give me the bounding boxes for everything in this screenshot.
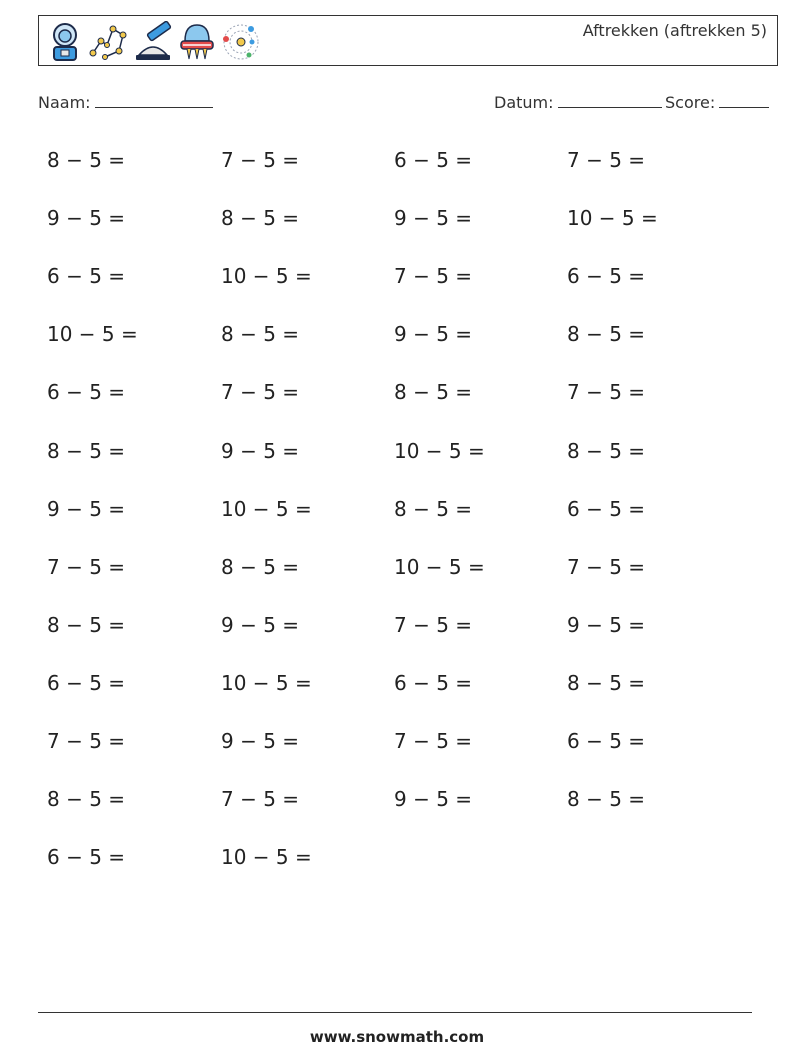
problem-item: 9 − 5 = (567, 613, 646, 637)
problem-item: 8 − 5 = (567, 439, 646, 463)
problem-item: 9 − 5 = (221, 439, 300, 463)
problem-item: 10 − 5 = (47, 322, 138, 346)
problem-item: 7 − 5 = (221, 148, 300, 172)
name-field (38, 93, 213, 112)
worksheet-header (38, 15, 778, 66)
problem-item: 9 − 5 = (221, 613, 300, 637)
date-label: Datum: (494, 93, 554, 112)
constellation-icon (89, 21, 129, 63)
problem-item: 9 − 5 = (394, 787, 473, 811)
problem-item: 9 − 5 = (394, 322, 473, 346)
worksheet-title: Aftrekken (aftrekken 5) (582, 21, 767, 40)
date-field (494, 93, 662, 112)
problem-item: 10 − 5 = (394, 555, 485, 579)
problem-item: 10 − 5 = (221, 264, 312, 288)
problem-item: 8 − 5 = (567, 322, 646, 346)
problem-item: 10 − 5 = (221, 845, 312, 869)
problem-item: 9 − 5 = (394, 206, 473, 230)
problem-item: 8 − 5 = (221, 555, 300, 579)
problem-item: 10 − 5 = (567, 206, 658, 230)
solar-system-icon (221, 21, 261, 63)
problem-item: 8 − 5 = (47, 439, 126, 463)
date-line[interactable] (558, 93, 662, 108)
footer-url: www.snowmath.com (309, 1028, 485, 1046)
ufo-icon (177, 21, 217, 63)
problem-item: 8 − 5 = (221, 206, 300, 230)
problem-item: 8 − 5 = (394, 380, 473, 404)
problem-item: 7 − 5 = (221, 787, 300, 811)
problem-item: 6 − 5 = (567, 264, 646, 288)
problem-item: 6 − 5 = (47, 845, 126, 869)
problem-item: 9 − 5 = (47, 206, 126, 230)
problem-item: 9 − 5 = (47, 497, 126, 521)
problem-item: 8 − 5 = (47, 787, 126, 811)
score-field (665, 93, 769, 112)
problem-item: 8 − 5 = (47, 613, 126, 637)
problem-item: 8 − 5 = (221, 322, 300, 346)
problem-item: 7 − 5 = (567, 148, 646, 172)
problem-item: 8 − 5 = (394, 497, 473, 521)
problem-item: 7 − 5 = (47, 555, 126, 579)
problem-item: 8 − 5 = (47, 148, 126, 172)
name-line[interactable] (95, 93, 213, 108)
problem-item: 8 − 5 = (567, 787, 646, 811)
score-line[interactable] (719, 93, 769, 108)
problem-item: 10 − 5 = (221, 671, 312, 695)
problem-item: 6 − 5 = (394, 671, 473, 695)
name-label: Naam: (38, 93, 91, 112)
problem-item: 7 − 5 = (567, 380, 646, 404)
problem-item: 7 − 5 = (567, 555, 646, 579)
problem-item: 10 − 5 = (221, 497, 312, 521)
telescope-icon (133, 21, 173, 63)
problem-item: 10 − 5 = (394, 439, 485, 463)
problem-item: 7 − 5 = (394, 729, 473, 753)
icon-strip (45, 21, 261, 63)
problem-item: 9 − 5 = (221, 729, 300, 753)
problem-item: 7 − 5 = (221, 380, 300, 404)
problem-item: 6 − 5 = (394, 148, 473, 172)
problem-item: 7 − 5 = (47, 729, 126, 753)
problem-item: 7 − 5 = (394, 264, 473, 288)
problem-item: 7 − 5 = (394, 613, 473, 637)
problem-item: 6 − 5 = (567, 729, 646, 753)
problem-item: 6 − 5 = (47, 671, 126, 695)
problem-item: 6 − 5 = (567, 497, 646, 521)
footer-divider (38, 1012, 752, 1013)
astronaut-icon (45, 21, 85, 63)
score-label: Score: (665, 93, 716, 112)
problem-item: 6 − 5 = (47, 264, 126, 288)
problem-item: 6 − 5 = (47, 380, 126, 404)
problem-item: 8 − 5 = (567, 671, 646, 695)
